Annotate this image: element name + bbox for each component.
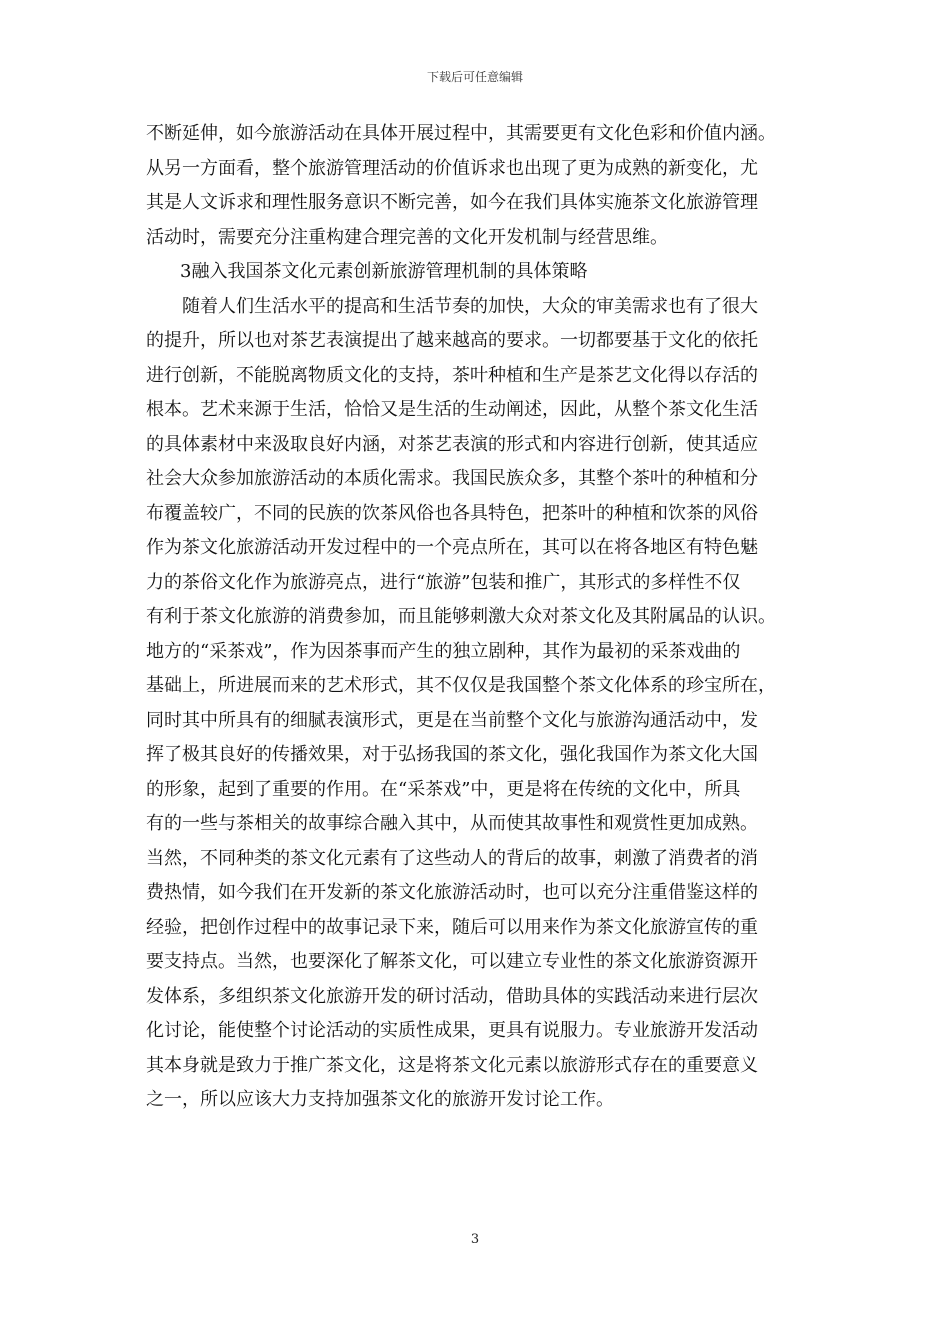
text-line: 从另一方面看，整个旅游管理活动的价值诉求也出现了更为成熟的新变化，尤 — [146, 157, 758, 179]
paragraph-2 — [146, 290, 814, 1118]
text-line: 同时其中所具有的细腻表演形式，更是在当前整个文化与旅游沟通活动中，发 — [146, 709, 758, 731]
text-line: 作为茶文化旅游活动开发过程中的一个亮点所在，其可以在将各地区有特色魅 — [146, 537, 758, 558]
text-line: 的具体素材中来汲取良好内涵，对茶艺表演的形式和内容进行创新，使其适应 — [146, 433, 758, 455]
text-line: 其是人文诉求和理性服务意识不断完善，如今在我们具体实施茶文化旅游管理 — [146, 192, 758, 213]
text-line: 力的茶俗文化作为旅游亮点，进行“旅游”包装和推广，其形式的多样性不仅 — [146, 571, 741, 593]
page-number: 3 — [470, 1232, 480, 1247]
text-line: 经验，把创作过程中的故事记录下来，随后可以用来作为茶文化旅游宣传的重 — [146, 916, 758, 938]
text-line: 要支持点。当然，也要深化了解茶文化，可以建立专业性的茶文化旅游资源开 — [146, 951, 758, 972]
text-line: 社会大众参加旅游活动的本质化需求。我国民族众多，其整个茶叶的种植和分 — [146, 468, 758, 489]
text-line: 有利于茶文化旅游的消费参加，而且能够刺激大众对茶文化及其附属品的认识。 — [146, 606, 776, 627]
paragraph-1 — [146, 117, 814, 255]
text-line: 布覆盖较广，不同的民族的饮茶风俗也各具特色，把茶叶的种植和饮茶的风俗 — [146, 502, 758, 524]
text-line: 的提升，所以也对茶艺表演提出了越来越高的要求。一切都要基于文化的依托 — [146, 330, 758, 351]
text-line: 挥了极其良好的传播效果，对于弘扬我国的茶文化，强化我国作为茶文化大国 — [146, 744, 758, 765]
section-heading — [146, 255, 814, 290]
page-header: 下载后可任意编辑 — [426, 70, 523, 84]
text-line: 不断延伸，如今旅游活动在具体开展过程中，其需要更有文化色彩和价值内涵。 — [146, 123, 776, 144]
text-line: 随着人们生活水平的提高和生活节奏的加快，大众的审美需求也有了很大 — [182, 295, 758, 317]
text-line: 其本身就是致力于推广茶文化，这是将茶文化元素以旅游形式存在的重要意义 — [146, 1054, 758, 1076]
text-line: 基础上，所进展而来的艺术形式，其不仅仅是我国整个茶文化体系的珍宝所在， — [146, 675, 776, 696]
text-line: 费热情，如今我们在开发新的茶文化旅游活动时，也可以充分注重借鉴这样的 — [146, 882, 758, 903]
section-heading-text: 3融入我国茶文化元素创新旅游管理机制的具体策略 — [180, 261, 588, 282]
text-line: 有的一些与茶相关的故事综合融入其中，从而使其故事性和观赏性更加成熟。 — [146, 813, 758, 834]
text-line: 地方的“采茶戏”，作为因茶事而产生的独立剧种，其作为最初的采茶戏曲的 — [146, 640, 741, 662]
text-line: 活动时，需要充分注重构建合理完善的文化开发机制与经营思维。 — [146, 226, 668, 248]
text-line: 根本。艺术来源于生活，恰恰又是生活的生动阐述，因此，从整个茶文化生活 — [146, 399, 758, 420]
text-line: 进行创新，不能脱离物质文化的支持，茶叶种植和生产是茶艺文化得以存活的 — [146, 364, 758, 386]
text-line: 化讨论，能使整个讨论活动的实质性成果，更具有说服力。专业旅游开发活动 — [146, 1020, 758, 1041]
document-body — [146, 117, 814, 1118]
text-line: 的形象，起到了重要的作用。在“采茶戏”中，更是将在传统的文化中，所具 — [146, 778, 741, 800]
text-line: 当然，不同种类的茶文化元素有了这些动人的背后的故事，刺激了消费者的消 — [146, 847, 758, 869]
text-line: 之一，所以应该大力支持加强茶文化的旅游开发讨论工作。 — [146, 1089, 614, 1110]
text-line: 发体系，多组织茶文化旅游开发的研讨活动，借助具体的实践活动来进行层次 — [146, 985, 758, 1007]
